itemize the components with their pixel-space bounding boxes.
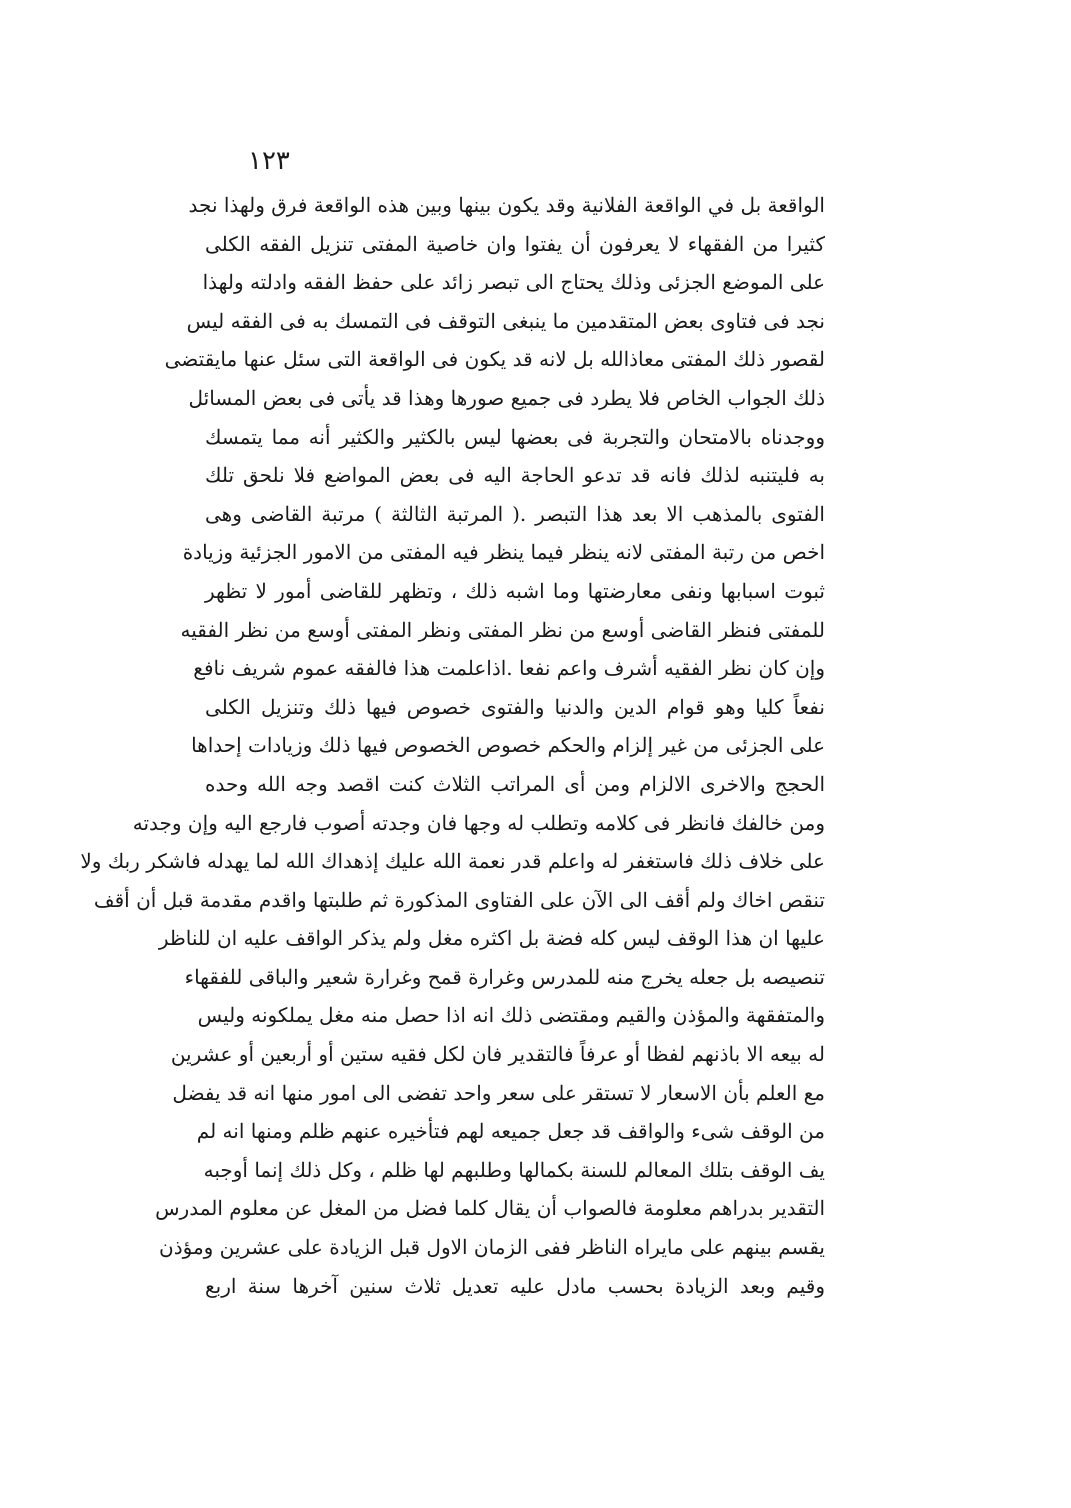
- text-line: التقدير بدراهم معلومة فالصواب أن يقال كلما فضل من المغل عن معلوم المدرس: [155, 1196, 825, 1221]
- body-text: [80, 186, 825, 1305]
- text-line: ووجدناه بالامتحان والتجربة فى بعضها ليس بالكثير والكثير أنه مما يتمسك: [205, 424, 825, 449]
- text-line: على الجزئى من غير إلزام والحكم خصوص الخصوص فيها ذلك وزيادات إحداها: [191, 733, 825, 758]
- text-line: نجد فى فتاوى بعض المتقدمين ما ينبغى التوقف فى التمسك به فى الفقه ليس: [186, 308, 825, 333]
- page-number: ١٢٣: [248, 146, 290, 176]
- text-line: له بيعه الا باذنهم لفظا أو عرفاً فالتقدير فان لكل فقيه ستين أو أربعين أو عشرين: [170, 1042, 825, 1067]
- text-line: والمتفقهة والمؤذن والقيم ومقتضى ذلك انه اذا حصل منه مغل يملكونه وليس: [197, 1003, 825, 1028]
- text-line: تنقص اخاك ولم أقف الى الآن على الفتاوى المذكورة ثم طلبتها واقدم مقدمة قبل أن أقف: [93, 887, 825, 912]
- text-line: ثبوت اسبابها ونفى معارضتها وما اشبه ذلك ، وتظهر للقاضى أمور لا تظهر: [205, 578, 825, 603]
- text-line: نفعاً كليا وهو قوام الدين والدنيا والفتوى خصوص فيها ذلك وتنزيل الكلى: [205, 694, 825, 719]
- text-line: الفتوى بالمذهب الا بعد هذا التبصر .( المرتبة الثالثة ) مرتبة القاضى وهى: [205, 501, 825, 526]
- text-line: من الوقف شىء والواقف قد جعل جميعه لهم فتأخيره عنهم ظلم ومنها انه لم: [196, 1119, 825, 1144]
- text-line: يف الوقف بتلك المعالم للسنة بكمالها وطلبهم لها ظلم ، وكل ذلك إنما أوجبه: [203, 1157, 825, 1182]
- text-line: وإن كان نظر الفقيه أشرف واعم نفعا .اذاعلمت هذا فالفقه عموم شريف نافع: [193, 656, 825, 681]
- text-line: لقصور ذلك المفتى معاذالله بل لانه قد يكون فى الواقعة التى سئل عنها مايقتضى: [164, 347, 825, 372]
- text-line: اخص من رتبة المفتى لانه ينظر فيما ينظر فيه المفتى من الامور الجزئية وزيادة: [182, 540, 825, 565]
- text-line: ومن خالفك فانظر فى كلامه وتطلب له وجها فان وجدته أصوب فارجع اليه وإن وجدته: [132, 810, 825, 835]
- text-line: وقيم وبعد الزيادة بحسب مادل عليه تعديل ثلاث سنين آخرها سنة اربع: [205, 1273, 825, 1298]
- text-line: ذلك الجواب الخاص فلا يطرد فى جميع صورها وهذا قد يأتى فى بعض المسائل: [188, 385, 825, 410]
- text-line: عليها ان هذا الوقف ليس كله فضة بل اكثره مغل ولم يذكر الواقف عليه ان للناظر: [158, 926, 825, 951]
- text-line: كثيرا من الفقهاء لا يعرفون أن يفتوا وان خاصية المفتى تنزيل الفقه الكلى: [205, 231, 825, 256]
- text-line: على خلاف ذلك فاستغفر له واعلم قدر نعمة الله عليك إذهداك الله لما يهدله فاشكر ربك ولا: [80, 849, 825, 874]
- text-line: الواقعة بل في الواقعة الفلانية وقد يكون بينها وبين هذه الواقعة فرق ولهذا نجد: [188, 193, 825, 217]
- text-line: على الموضع الجزئى وذلك يحتاج الى تبصر زائد على حفظ الفقه وادلته ولهذا: [202, 270, 825, 295]
- text-line: يقسم بينهم على مايراه الناظر ففى الزمان الاول قبل الزيادة على عشرين ومؤذن: [159, 1235, 825, 1260]
- text-line: مع العلم بأن الاسعار لا تستقر على سعر واحد تفضى الى امور منها انه قد يفضل: [172, 1080, 825, 1105]
- text-line: تنصيصه بل جعله يخرج منه للمدرس وغرارة قمح وغرارة شعير والباقى للفقهاء: [184, 964, 825, 989]
- text-line: الحجج والاخرى الالزام ومن أى المراتب الثلاث كنت اقصد وجه الله وحده: [205, 771, 825, 796]
- text-line: به فليتنبه لذلك فانه قد تدعو الحاجة اليه فى بعض المواضع فلا نلحق تلك: [205, 463, 825, 488]
- text-line: للمفتى فنظر القاضى أوسع من نظر المفتى ونظر المفتى أوسع من نظر الفقيه: [180, 617, 825, 642]
